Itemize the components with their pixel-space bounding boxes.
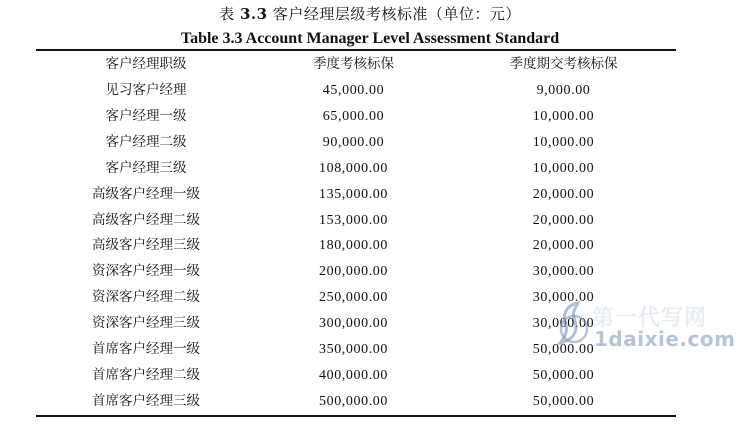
cell-level: 客户经理一级 xyxy=(105,107,187,124)
cell-quarterly-standard: 400,000.00 xyxy=(319,367,388,383)
table-row xyxy=(36,130,676,156)
table-row xyxy=(36,233,676,259)
cell-quarterly-standard: 200,000.00 xyxy=(319,264,388,280)
cell-level: 见习客户经理 xyxy=(105,82,187,98)
table-header-row xyxy=(36,51,676,78)
table-caption-english: Table 3.3 Account Manager Level Assessment Standard xyxy=(180,30,560,47)
table-row xyxy=(36,389,676,415)
table-row xyxy=(36,78,676,104)
header-quarterly-periodic-standard: 季度期交考核标保 xyxy=(509,56,618,72)
table-row xyxy=(36,156,676,182)
cell-quarterly-standard: 500,000.00 xyxy=(319,393,388,409)
table-body xyxy=(36,78,676,415)
table-row xyxy=(36,208,676,234)
table-caption-chinese xyxy=(0,4,740,24)
assessment-table xyxy=(36,51,676,415)
header-level: 客户经理职级 xyxy=(105,56,187,72)
caption-prefix: 表 xyxy=(219,5,235,23)
cell-quarterly-periodic-standard: 10,000.00 xyxy=(532,134,595,150)
cell-level: 客户经理二级 xyxy=(105,133,187,150)
cell-level: 首席客户经理三级 xyxy=(92,392,200,409)
header-quarterly-standard: 季度考核标保 xyxy=(313,56,394,72)
cell-quarterly-standard: 45,000.00 xyxy=(322,83,385,98)
table-row xyxy=(36,311,676,337)
cell-quarterly-periodic-standard: 9,000.00 xyxy=(536,83,591,98)
cell-quarterly-periodic-standard: 20,000.00 xyxy=(532,238,595,254)
cell-level: 高级客户经理三级 xyxy=(92,237,200,254)
table-row xyxy=(36,363,676,389)
table-row xyxy=(36,337,676,363)
table-row xyxy=(36,104,676,130)
table-row xyxy=(36,182,676,208)
cell-quarterly-periodic-standard: 10,000.00 xyxy=(532,108,595,124)
cell-quarterly-periodic-standard: 50,000.00 xyxy=(532,367,595,383)
cell-level: 资深客户经理三级 xyxy=(92,315,200,332)
cell-quarterly-standard: 108,000.00 xyxy=(319,160,388,176)
cell-quarterly-periodic-standard: 30,000.00 xyxy=(532,264,595,280)
table-bottom-rule xyxy=(36,415,676,417)
assessment-table-container xyxy=(36,49,676,417)
caption-number: 3.3 xyxy=(239,5,268,23)
cell-level: 客户经理三级 xyxy=(105,159,187,176)
cell-quarterly-periodic-standard: 30,000.00 xyxy=(532,290,595,306)
cell-quarterly-standard: 180,000.00 xyxy=(319,238,388,254)
cell-quarterly-periodic-standard: 20,000.00 xyxy=(532,186,595,202)
cell-quarterly-periodic-standard: 50,000.00 xyxy=(532,342,595,358)
cell-quarterly-standard: 153,000.00 xyxy=(319,212,388,228)
cell-quarterly-periodic-standard: 10,000.00 xyxy=(532,160,595,176)
cell-quarterly-standard: 300,000.00 xyxy=(319,316,388,332)
cell-level: 资深客户经理一级 xyxy=(92,263,200,280)
cell-level: 首席客户经理一级 xyxy=(92,341,200,358)
cell-quarterly-periodic-standard: 20,000.00 xyxy=(532,212,595,228)
table-row xyxy=(36,259,676,285)
cell-quarterly-periodic-standard: 50,000.00 xyxy=(532,393,595,409)
cell-level: 首席客户经理二级 xyxy=(92,366,200,383)
cell-quarterly-standard: 350,000.00 xyxy=(319,342,388,358)
table-row xyxy=(36,285,676,311)
cell-quarterly-standard: 135,000.00 xyxy=(319,186,388,202)
cell-level: 高级客户经理一级 xyxy=(92,185,200,202)
cell-level: 高级客户经理二级 xyxy=(92,211,200,228)
cell-level: 资深客户经理二级 xyxy=(92,289,200,306)
cell-quarterly-standard: 250,000.00 xyxy=(319,290,388,306)
cell-quarterly-periodic-standard: 30,000.00 xyxy=(532,316,595,332)
watermark-name: 第一代写网 xyxy=(592,306,708,331)
cell-quarterly-standard: 90,000.00 xyxy=(322,134,385,150)
caption-title-cn: 客户经理层级考核标准（单位：元） xyxy=(272,5,521,23)
cell-quarterly-standard: 65,000.00 xyxy=(322,108,385,124)
watermark-site: 1daixie.com xyxy=(594,327,736,351)
